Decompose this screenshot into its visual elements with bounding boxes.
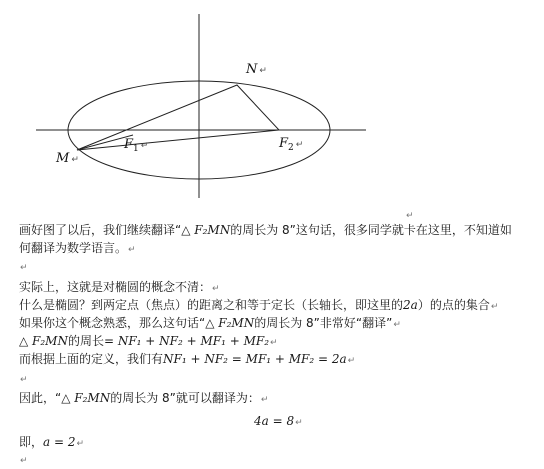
ellipse-figure xyxy=(0,0,544,210)
paragraph-1-line-2: 何翻译为数学语言。↵ xyxy=(19,241,136,255)
line-ji: 即，a = 2↵ xyxy=(19,435,85,449)
empty-line: ↵ xyxy=(20,263,28,273)
line-actual: 实际上，这就是对椭圆的概念不清：↵ xyxy=(19,280,220,294)
line-therefore: 因此，“△ F₂MN的周长为 8”就可以翻译为：↵ xyxy=(19,391,269,405)
label-n: N ↵ xyxy=(246,62,267,77)
line-what-is-ellipse: 什么是椭圆？到两定点（焦点）的距离之和等于定长（长轴长，即这里的2a）的点的集合↵ xyxy=(19,298,499,312)
label-f2: $F_2$ ↵ xyxy=(279,136,304,153)
line-definition: 而根据上面的定义，我们有NF₁ + NF₂ = MF₁ + MF₂ = 2a↵ xyxy=(19,352,356,366)
equation-4a: 4a = 8↵ xyxy=(254,414,303,428)
paragraph-1-line-1: 画好图了以后，我们继续翻译“△ F₂MN的周长为 8”这句话，很多同学就卡在这里，不知道如 xyxy=(19,223,512,237)
line-if-familiar: 如果你这个概念熟悉，那么这句话“△ F₂MN的周长为 8”非常好“翻译”↵ xyxy=(19,316,401,330)
empty-line-3: ↵ xyxy=(20,456,28,466)
paragraph-mark: ↵ xyxy=(406,211,414,221)
line-perimeter: △ F₂MN的周长= NF₁ + NF₂ + MF₁ + MF₂↵ xyxy=(19,334,278,348)
label-f1: $F_1$ ↵ xyxy=(124,137,149,154)
empty-line-2: ↵ xyxy=(20,375,28,385)
label-m: M ↵ xyxy=(56,151,79,166)
